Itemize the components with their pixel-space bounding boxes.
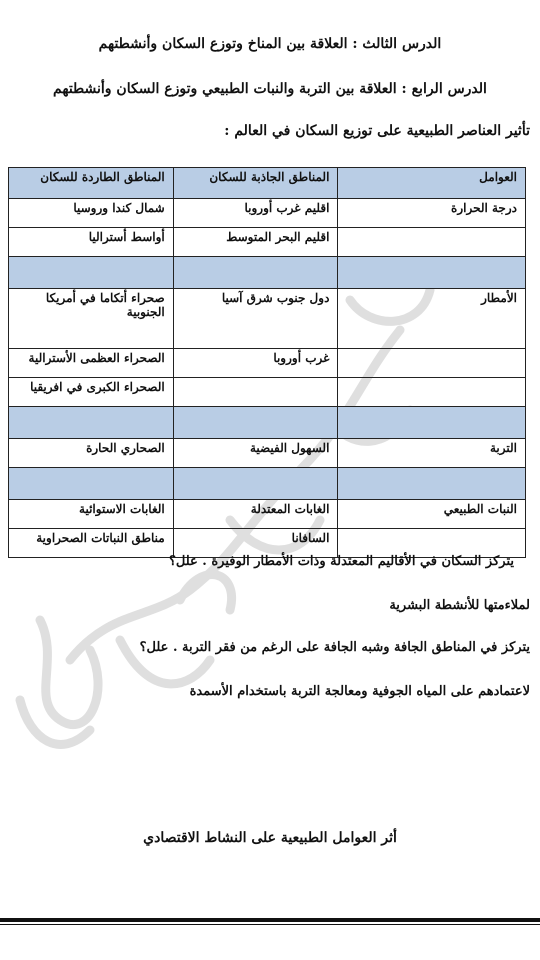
table-cell: درجة الحرارة [338, 199, 526, 228]
lesson-3-title: الدرس الثالث : العلاقة بين المناخ وتوزع السكان وأنشطتهم [98, 36, 442, 52]
table-cell: السهول الفيضية [173, 439, 338, 468]
question-2: يتركز في المناطق الجافة وشبه الجافة على الرغم من فقر التربة . علل؟ [139, 640, 530, 655]
bottom-divider [0, 918, 540, 922]
table-cell [9, 468, 174, 500]
table-cell: الغابات المعتدلة [173, 500, 338, 529]
table-separator-row [9, 468, 526, 500]
table-cell [173, 407, 338, 439]
table-cell: غرب أوروبا [173, 349, 338, 378]
table-cell: اقليم غرب أوروبا [173, 199, 338, 228]
table-cell [173, 257, 338, 289]
table-cell: دول جنوب شرق آسيا [173, 289, 338, 349]
table-cell: الغابات الاستوائية [9, 500, 174, 529]
table-cell: الصحاري الحارة [9, 439, 174, 468]
table-cell: صحراء أتكاما في أمريكا الجنوبية [9, 289, 174, 349]
section-title-economic: أثر العوامل الطبيعية على النشاط الاقتصادي [143, 830, 397, 846]
table-cell [9, 257, 174, 289]
table-cell: أواسط أستراليا [9, 228, 174, 257]
table-row [9, 349, 526, 378]
table-separator-row [9, 407, 526, 439]
table-row [9, 228, 526, 257]
table-cell: الصحراء العظمى الأسترالية [9, 349, 174, 378]
header-factors: العوامل [338, 168, 526, 199]
section-subtitle: تأثير العناصر الطبيعية على توزيع السكان في العالم : [224, 123, 530, 139]
answer-1: لملاءمتها للأنشطة البشرية [389, 598, 530, 613]
table-row [9, 199, 526, 228]
table-row [9, 439, 526, 468]
table-cell [338, 468, 526, 500]
lesson-4-title: الدرس الرابع : العلاقة بين التربة والنبات الطبيعي وتوزع السكان وأنشطتهم [53, 81, 487, 97]
table-row [9, 378, 526, 407]
table-cell [173, 378, 338, 407]
factors-table [8, 167, 526, 558]
table-header-row [9, 168, 526, 199]
table-cell [338, 257, 526, 289]
bottom-divider-thin [0, 924, 540, 925]
table-cell: التربة [338, 439, 526, 468]
table-row [9, 289, 526, 349]
header-repulsive: المناطق الطاردة للسكان [9, 168, 174, 199]
answer-2: لاعتمادهم على المياه الجوفية ومعالجة التربة باستخدام الأسمدة [189, 684, 530, 699]
table-cell: الصحراء الكبرى في افريقيا [9, 378, 174, 407]
header-attractive: المناطق الجاذبة للسكان [173, 168, 338, 199]
table-cell [173, 468, 338, 500]
table-cell [338, 407, 526, 439]
table-cell: الأمطار [338, 289, 526, 349]
table-cell [338, 228, 526, 257]
table-row [9, 500, 526, 529]
table-cell: النبات الطبيعي [338, 500, 526, 529]
table-cell: مناطق النباتات الصحراوية [9, 529, 174, 558]
table-cell: اقليم البحر المتوسط [173, 228, 338, 257]
table-cell: شمال كندا وروسيا [9, 199, 174, 228]
question-1: يتركز السكان في الأقاليم المعتدلة وذات الأمطار الوفيرة . علل؟ [168, 554, 514, 569]
table-cell [338, 378, 526, 407]
table-cell [9, 407, 174, 439]
table-separator-row [9, 257, 526, 289]
table-cell [338, 349, 526, 378]
table-cell: السافانا [173, 529, 338, 558]
